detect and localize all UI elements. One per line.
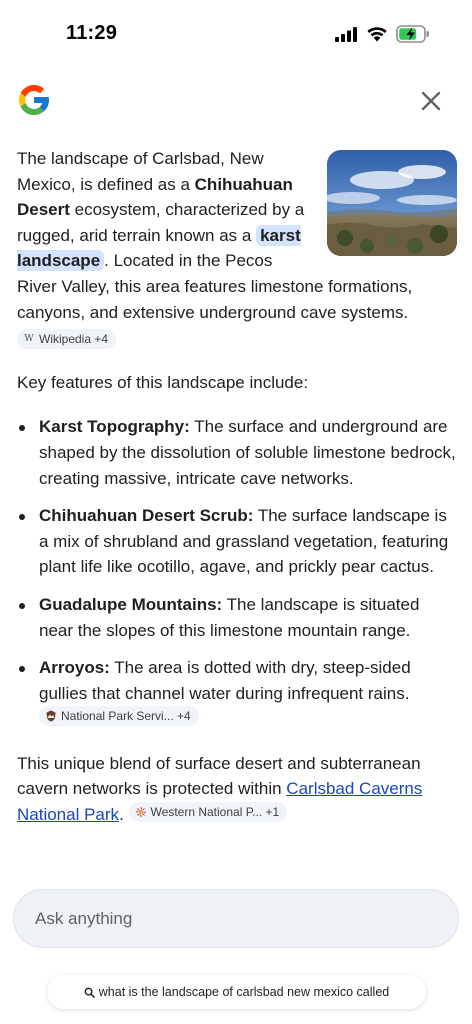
intro-bold-term: Chihuahuan Desert (17, 174, 293, 220)
source-chip-western-national-parks[interactable] (129, 802, 288, 822)
feature-title: Guadalupe Mountains: (39, 594, 223, 614)
desert-landscape-photo[interactable] (327, 150, 457, 256)
source-chip-nps[interactable] (39, 706, 199, 726)
closing-text: This unique blend of surface desert and subterranean cavern networks is protected within (17, 753, 421, 799)
ai-answer (17, 146, 457, 847)
search-icon (84, 987, 95, 998)
intro-text: The landscape of Carlsbad, New Mexico, is defined as a (17, 149, 264, 194)
list-item (17, 655, 457, 732)
battery-charging-icon (396, 25, 430, 43)
search-query-text: what is the landscape of carlsbad new mexico called (98, 985, 390, 999)
source-chip-label: Western National P... +1 (150, 805, 280, 820)
status-time: 11:29 (66, 22, 118, 44)
highlighted-term[interactable]: karst landscape (17, 225, 301, 271)
landscape-image (327, 150, 457, 256)
feature-text: The landscape is situated near the slopes of this limestone mountain range. (39, 594, 420, 640)
ask-anything-input[interactable] (13, 889, 459, 948)
ask-placeholder: Ask anything (35, 908, 133, 928)
google-g-logo (16, 82, 52, 118)
list-item (17, 414, 457, 491)
national-park-service-icon (45, 710, 57, 722)
feature-title: Arroyos: (39, 658, 110, 678)
features-list (17, 414, 457, 732)
search-query-pill[interactable] (47, 975, 426, 1009)
intro-text: . Located in the Pecos River Valley, this area features limestone formations, canyons, and extensive underground cave systems. (17, 251, 413, 322)
wifi-icon (366, 25, 388, 42)
list-item (17, 592, 457, 643)
feature-title: Chihuahuan Desert Scrub: (39, 506, 254, 526)
wikipedia-icon: W (24, 334, 34, 345)
close-icon[interactable] (418, 88, 444, 114)
carlsbad-caverns-link[interactable]: Carlsbad Caverns National Park (17, 779, 423, 825)
feature-title: Karst Topography: (39, 417, 190, 437)
list-item (17, 503, 457, 580)
key-features-heading: Key features of this landscape include: (17, 372, 309, 392)
source-chip-label: Wikipedia +4 (39, 332, 109, 347)
western-national-parks-icon (135, 806, 147, 818)
feature-text: The surface landscape is a mix of shrubland and grassland vegetation, featuring plant life like ocotillo, agave, and prickly pear cactus. (39, 506, 449, 577)
feature-text: The surface and underground are shaped by the dissolution of soluble limestone bedrock, creating massive, intricate cave networks. (39, 417, 456, 488)
cellular-signal-icon (335, 27, 357, 42)
closing-paragraph (17, 751, 457, 828)
intro-text: ecosystem, characterized by a rugged, arid terrain known as a (17, 200, 305, 245)
closing-text: . (119, 805, 124, 825)
source-chip-label: National Park Servi... +4 (61, 709, 191, 724)
status-bar (0, 0, 472, 70)
feature-text: The area is dotted with dry, steep-sided gullies that channel water during infrequent rains. (39, 658, 411, 703)
source-chip-wikipedia[interactable] (17, 329, 116, 349)
